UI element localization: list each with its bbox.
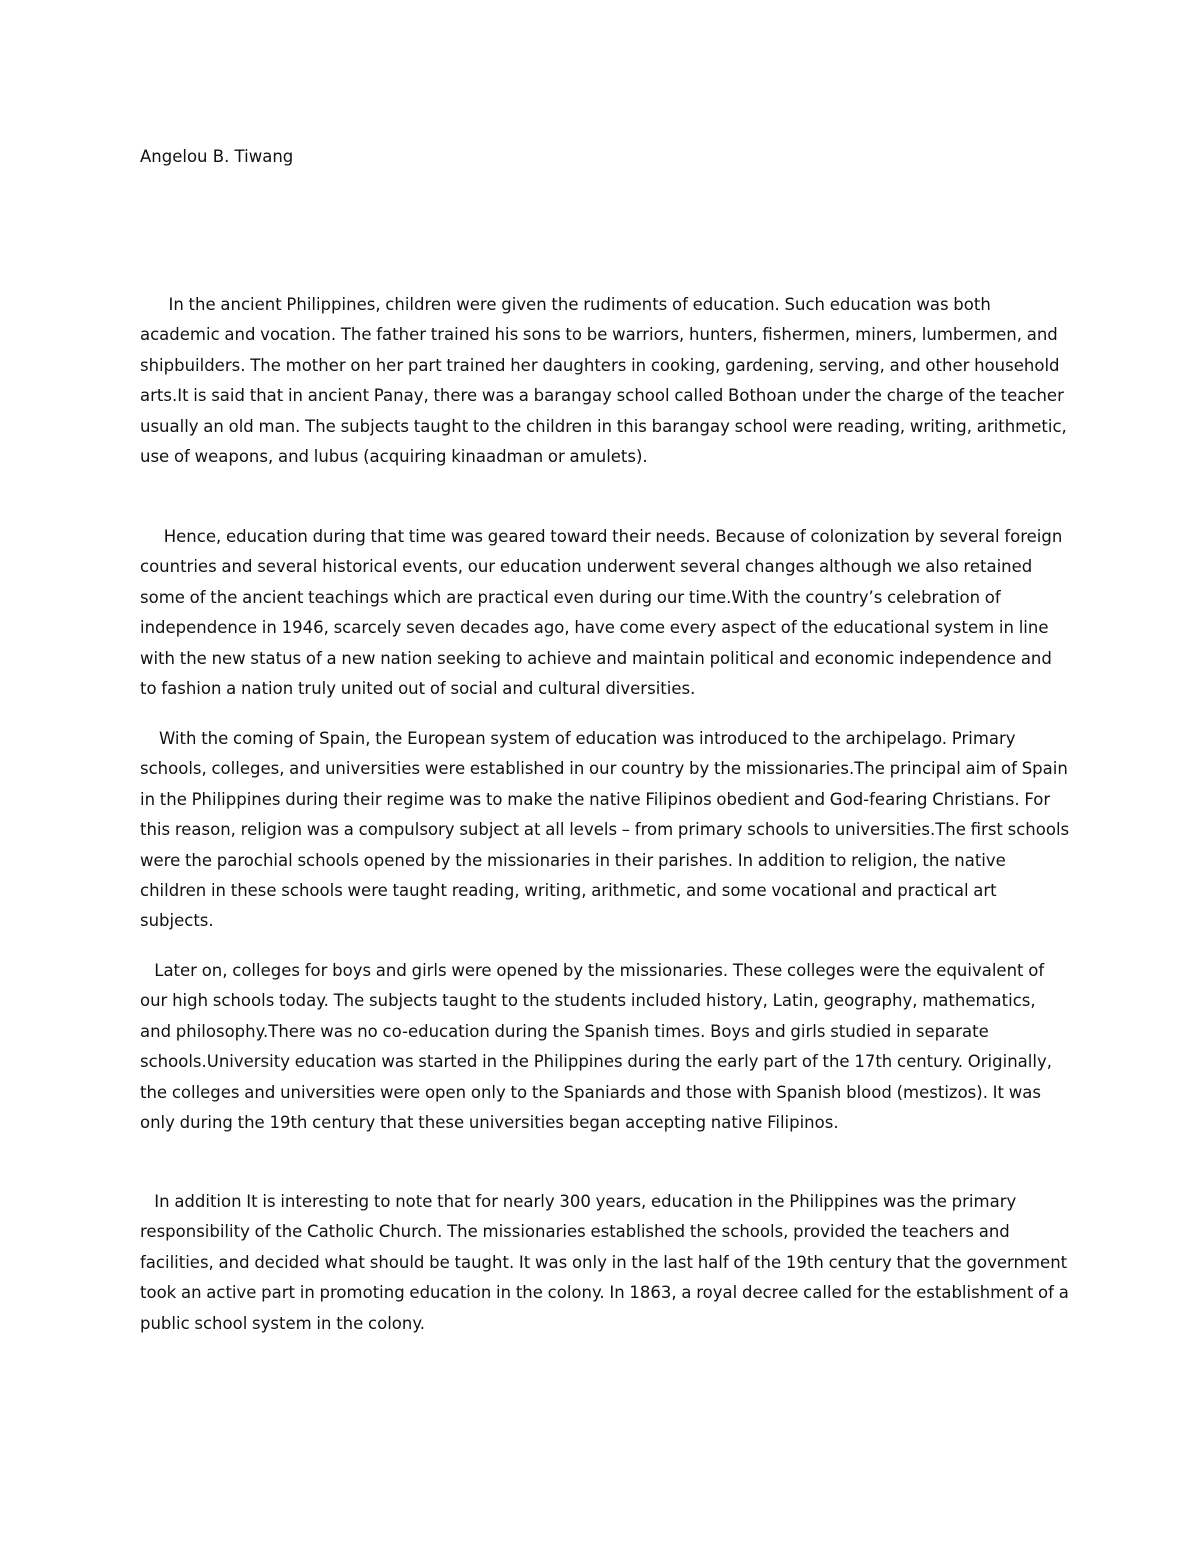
paragraph-colonization: Hence, education during that time was geared toward their needs. Because of colonization by several foreign countries and several historical events, our education underwent several changes although we also retained some of the ancient teachings which are practical even during our time.With the country’s celebration of independence in 1946, scarcely seven decades ago, have come every aspect of the educational system in line with the new status of a new nation seeking to achieve and maintain political and economic independence and to fashion a nation truly united out of social and cultural diversities. bbox=[140, 527, 1068, 699]
paragraph-catholic-church: In addition It is interesting to note that for nearly 300 years, education in the Philippines was the primary responsibility of the Catholic Church. The missionaries established the schools, provided the teachers and facilities, and decided what should be taught. It was only in the last half of the 19th century that the government took an active part in promoting education in the colony. In 1863, a royal decree called for the establishment of a public school system in the colony. bbox=[140, 1192, 1074, 1333]
paragraph-spanish-education: With the coming of Spain, the European system of education was introduced to the archipelago. Primary schools, colleges, and universities were established in our country by the missionaries.The principal aim of Spain in the Philippines during their regime was to make the native Filipinos obedient and God-fearing Christians. For this reason, religion was a compulsory subject at all levels – from primary schools to universities.The first schools were the parochial schools opened by the missionaries in their parishes. In addition to religion, the native children in these schools were taught reading, writing, arithmetic, and some vocational and practical art subjects. bbox=[140, 729, 1074, 931]
author-name: Angelou B. Tiwang bbox=[140, 147, 294, 166]
paragraph-colleges: Later on, colleges for boys and girls were opened by the missionaries. These colleges were the equivalent of our high schools today. The subjects taught to the students included history, Latin, geography, mathematics, and philosophy.There was no co-education during the Spanish times. Boys and girls studied in separate schools.University education was started in the Philippines during the early part of the 17th century. Originally, the colleges and universities were open only to the Spaniards and those with Spanish blood (mestizos). It was only during the 19th century that these universities began accepting native Filipinos. bbox=[140, 961, 1057, 1133]
paragraph-ancient-education: In the ancient Philippines, children were given the rudiments of education. Such education was both academic and vocation. The father trained his sons to be warriors, hunters, fishermen, miners, lumbermen, and shipbuilders. The mother on her part trained her daughters in cooking, gardening, serving, and other household arts.It is said that in ancient Panay, there was a barangay school called Bothoan under the charge of the teacher usually an old man. The subjects taught to the children in this barangay school were reading, writing, arithmetic, use of weapons, and lubus (acquiring kinaadman or amulets). bbox=[140, 295, 1072, 467]
